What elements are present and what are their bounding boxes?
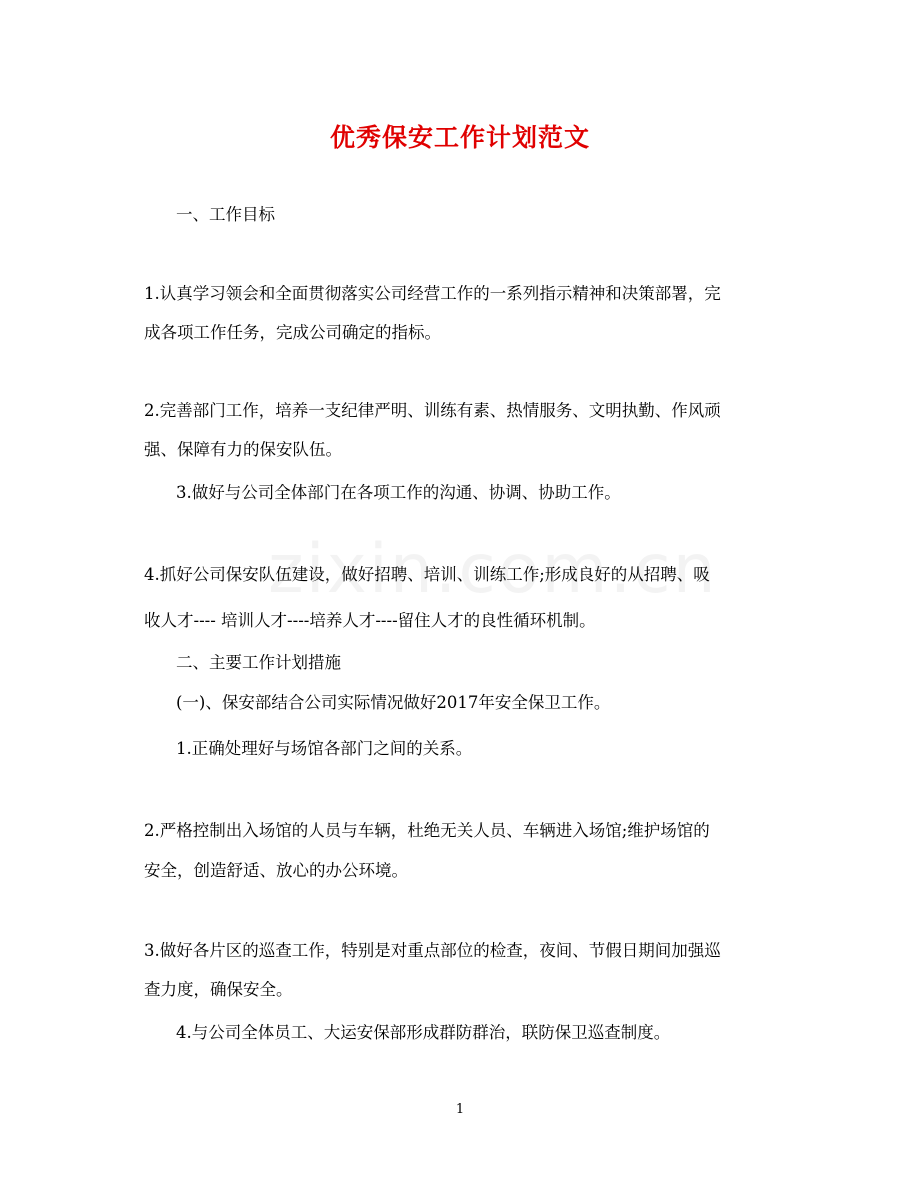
section-heading-goals: 一、工作目标 [176,205,275,224]
paragraph-line: (一)、保安部结合公司实际情况做好2017年安全保卫工作。 [176,693,611,712]
page-number: 1 [455,1102,465,1117]
document-title: 优秀保安工作计划范文 [329,123,590,152]
paragraph-line: 安全，创造舒适、放心的办公环境。 [144,861,408,880]
paragraph-line: 4.与公司全体员工、大运安保部形成群防群治，联防保卫巡查制度。 [176,1023,671,1042]
paragraph-line: 收人才---- 培训人才----培养人才----留住人才的良性循环机制。 [144,611,596,630]
section-heading-measures: 二、主要工作计划措施 [176,653,341,672]
paragraph-line: 3.做好各片区的巡查工作，特别是对重点部位的检查，夜间、节假日期间加强巡 [144,941,721,960]
paragraph-line: 强、保障有力的保安队伍。 [144,440,342,459]
paragraph-line: 4.抓好公司保安队伍建设，做好招聘、培训、训练工作;形成良好的从招聘、吸 [144,565,710,584]
paragraph-line: 2.严格控制出入场馆的人员与车辆，杜绝无关人员、车辆进入场馆;维护场馆的 [144,821,710,840]
paragraph-line: 成各项工作任务，完成公司确定的指标。 [144,323,441,342]
paragraph-line: 3.做好与公司全体部门在各项工作的沟通、协调、协助工作。 [176,483,621,502]
paragraph-line: 1.认真学习领会和全面贯彻落实公司经营工作的一系列指示精神和决策部署，完 [144,284,721,303]
paragraph-line: 2.完善部门工作，培养一支纪律严明、训练有素、热情服务、文明执勤、作风顽 [144,401,721,420]
paragraph-line: 查力度，确保安全。 [144,980,293,999]
paragraph-line: 1.正确处理好与场馆各部门之间的关系。 [176,739,473,758]
